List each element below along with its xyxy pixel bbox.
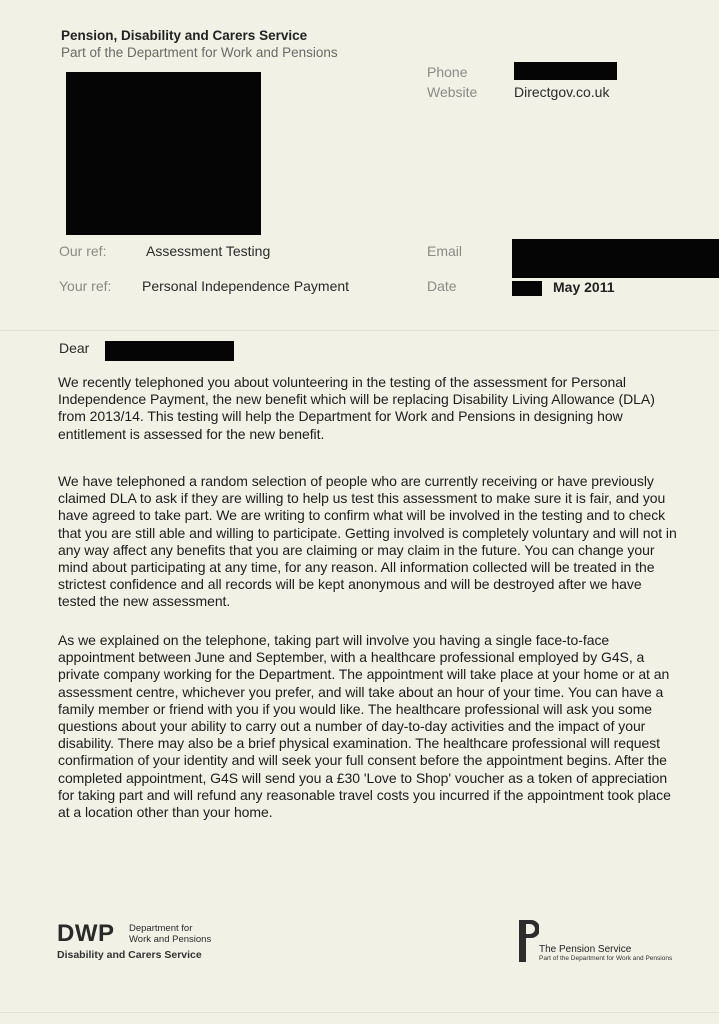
address-redaction xyxy=(66,72,261,235)
email-label: Email xyxy=(427,243,463,259)
fold-line xyxy=(0,330,719,331)
your-ref-value: Personal Independence Payment xyxy=(142,278,350,294)
paragraph-selection: We have telephoned a random selection of people who are currently receiving or have previously claimed DLA to ask if they are willing to help us test this assessment to make sure it is fair, and you have agreed to take part. We are writing to confirm what will be involved in the testing and to check that you are still able and willing to participate. Getting involved is completely voluntary and will not in any way affect any benefits that you are claiming or may claim in the future. You can change your mind about participating at any time, for any reason. All information collected will be treated in the strictest confidence and all records will be kept anonymous and will be destroyed after we have tested the new assessment. xyxy=(58,473,677,610)
paragraph-appointment: As we explained on the telephone, taking part will involve you having a single face-to-face appointment between June and September, with a healthcare professional employed by G4S, a private company working for the Department. The appointment will take place at your home or at an assessment centre, whichever you prefer, and will take about an hour of your time. You can have a family member or friend with you if you would like. The healthcare professional will ask you some questions about your ability to carry out a number of day-to-day activities and the impact of your disability. There may also be a brief physical examination. The healthcare professional will request confirmation of your identity and will seek your full consent before the appointment begins. After the completed appointment, G4S will send you a £30 'Love to Shop' voucher as a token of appreciation for taking part and will refund any reasonable travel costs you incurred if the appointment took place at a location other than your home. xyxy=(58,632,671,821)
date-label: Date xyxy=(427,278,457,294)
service-subtitle: Part of the Department for Work and Pensions xyxy=(61,45,338,60)
dwp-department-name xyxy=(129,923,239,945)
phone-redaction xyxy=(514,62,617,80)
pension-service-name: The Pension Service xyxy=(539,944,632,955)
date-value: May 2011 xyxy=(553,279,615,295)
website-value: Directgov.co.uk xyxy=(514,84,610,100)
website-label: Website xyxy=(427,84,478,100)
dwp-logo: DWP xyxy=(57,920,115,947)
our-ref-value: Assessment Testing xyxy=(146,243,271,259)
dwp-dept-line1: Department for xyxy=(129,923,193,934)
dwp-service-name: Disability and Carers Service xyxy=(57,949,202,961)
pension-service-logo-icon xyxy=(519,920,539,962)
bottom-edge-line xyxy=(0,1012,719,1013)
paragraph-intro: We recently telephoned you about volunteering in the testing of the assessment for Personal Independence Payment, the new benefit which will be replacing Disability Living Allowance (DLA) from 2013/14. This testing will help the Department for Work and Pensions in designing how entitlement is assessed for the new benefit. xyxy=(58,374,655,442)
your-ref-label: Your ref: xyxy=(59,278,112,294)
pension-service-subtitle: Part of the Department for Work and Pensions xyxy=(539,955,673,962)
salutation: Dear xyxy=(59,340,90,356)
date-day-redaction xyxy=(512,281,542,296)
dwp-dept-line2: Work and Pensions xyxy=(129,934,212,945)
phone-label: Phone xyxy=(427,64,468,80)
recipient-name-redaction xyxy=(105,341,234,361)
email-redaction xyxy=(512,239,719,278)
service-title: Pension, Disability and Carers Service xyxy=(61,28,308,43)
our-ref-label: Our ref: xyxy=(59,243,107,259)
